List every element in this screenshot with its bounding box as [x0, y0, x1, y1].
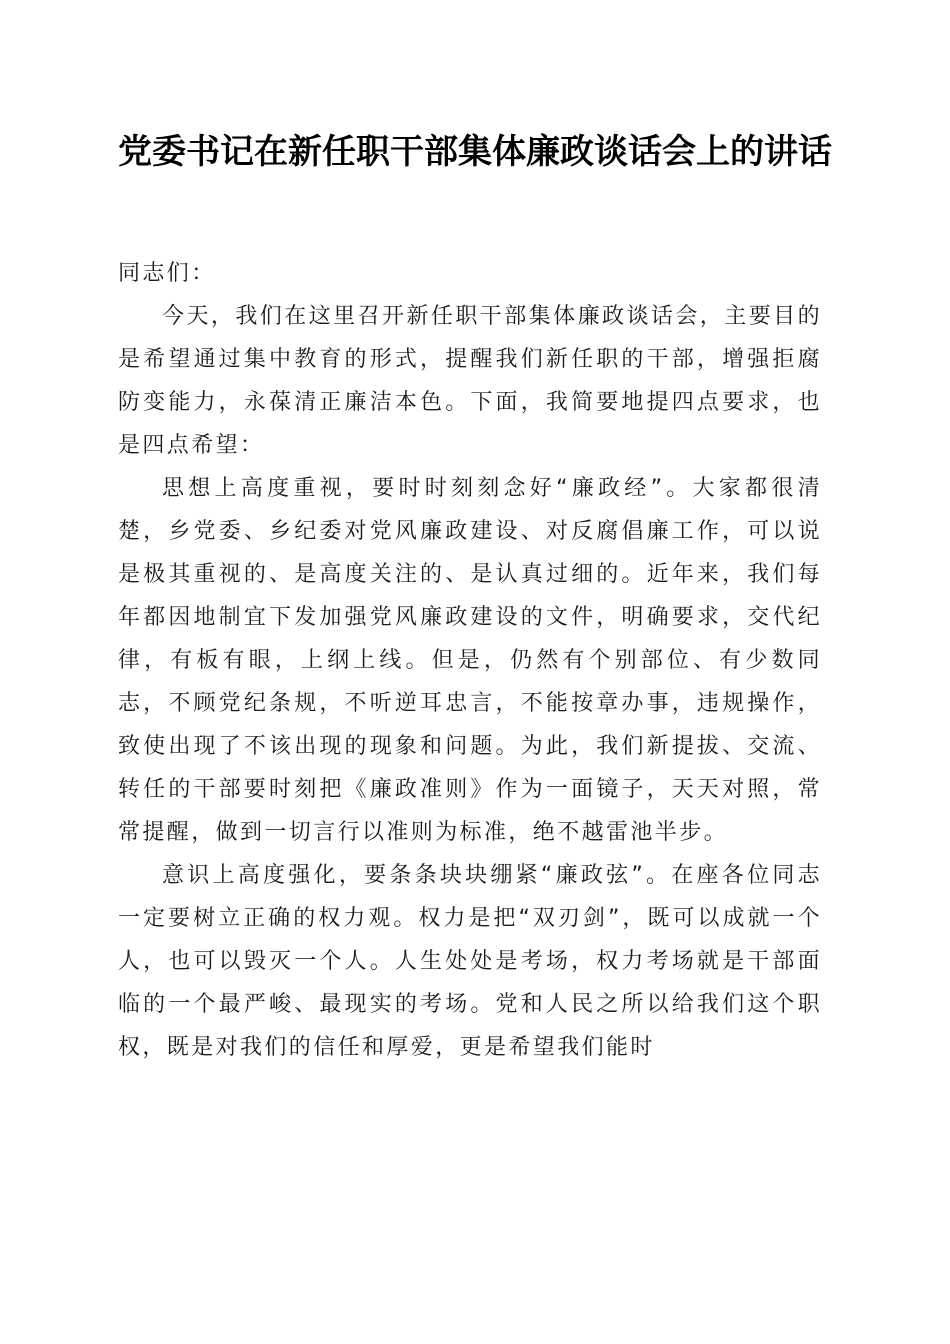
- document-title: 党委书记在新任职干部集体廉政谈话会上的讲话: [118, 132, 832, 172]
- salutation: 同志们：: [118, 261, 216, 286]
- paragraph-point-one: 思想上高度重视，要时时刻刻念好“廉政经”。大家都很清楚，乡党委、乡纪委对党风廉政建设、对反腐倡廉工作，可以说是极其重视的、是高度关注的、是认真过细的。近年来，我们每年都因地制宜下发加强党风廉政建设的文件，明确要求，交代纪律，有板有眼，上纲上线。但是，仍然有个别部位、有少数同志，不顾党纪条规，不听逆耳忠言，不能按章办事，违规操作，致使出现了不该出现的现象和问题。为此，我们新提拔、交流、转任的干部要时刻把《廉政准则》作为一面镜子，天天对照，常常提醒，做到一切言行以准则为标准，绝不越雷池半步。: [118, 476, 822, 845]
- document-body: [118, 252, 822, 1069]
- paragraph-point-two: 意识上高度强化，要条条块块绷紧“廉政弦”。在座各位同志一定要树立正确的权力观。权力是把“双刃剑”，既可以成就一个人，也可以毁灭一个人。人生处处是考场，权力考场就是干部面临的一个最严峻、最现实的考场。党和人民之所以给我们这个职权，既是对我们的信任和厚爱，更是希望我们能时: [118, 863, 822, 1060]
- paragraph-intro: 今天，我们在这里召开新任职干部集体廉政谈话会，主要目的是希望通过集中教育的形式，提醒我们新任职的干部，增强拒腐防变能力，永葆清正廉洁本色。下面，我简要地提四点要求，也是四点希望：: [118, 304, 822, 458]
